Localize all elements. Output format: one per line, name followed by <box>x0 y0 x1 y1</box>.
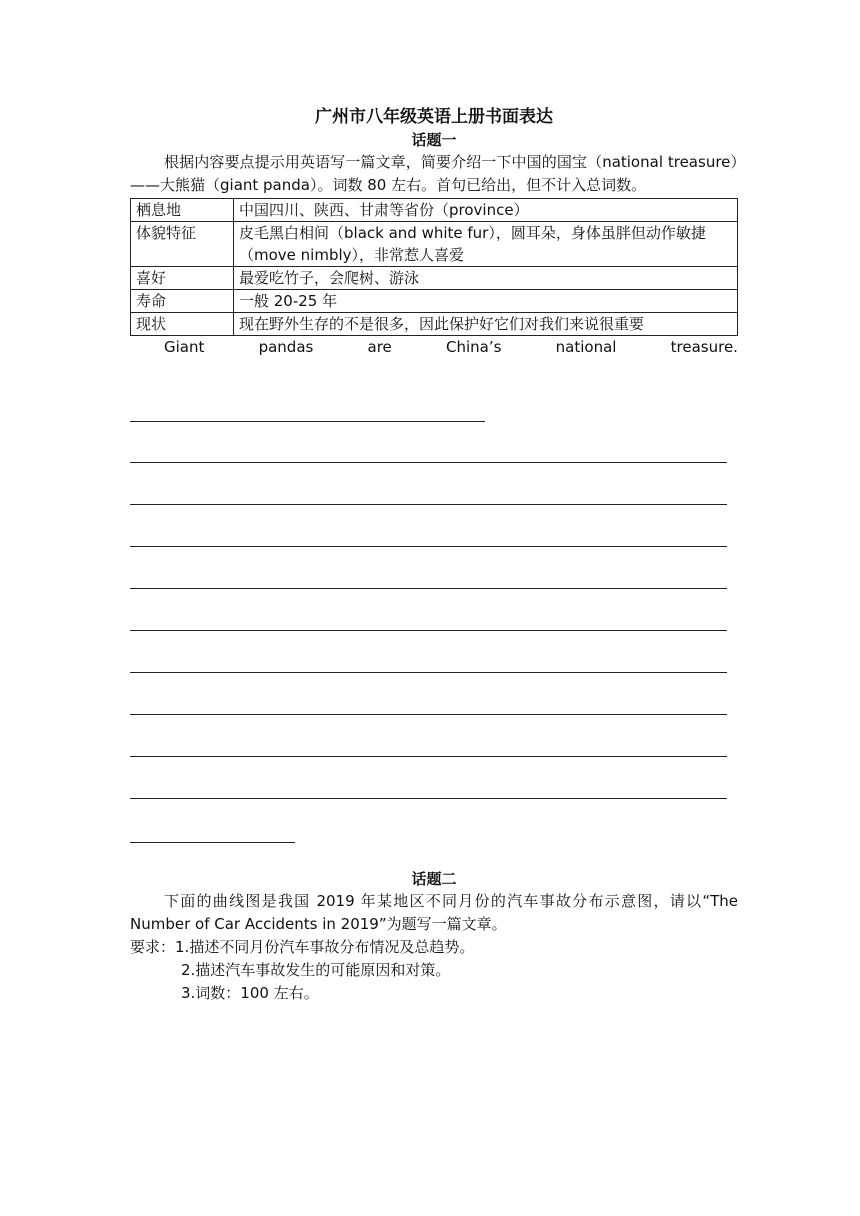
first-sentence-word: national <box>555 338 617 356</box>
writing-line[interactable] <box>130 672 727 673</box>
writing-line[interactable] <box>130 588 727 589</box>
table-value: 最爱吃竹子，会爬树、游泳 <box>234 267 738 290</box>
first-sentence-word: pandas <box>258 338 314 356</box>
topic2-heading: 话题二 <box>411 870 457 888</box>
requirement-text: 1.描述不同月份汽车事故分布情况及总趋势。 <box>175 938 475 956</box>
table-key: 喜好 <box>131 267 234 290</box>
writing-line[interactable] <box>130 630 727 631</box>
table-row <box>131 267 738 290</box>
table-key: 现状 <box>131 313 234 336</box>
writing-line[interactable] <box>130 546 727 547</box>
topic1-section <box>130 105 738 358</box>
first-sentence <box>130 336 738 358</box>
table-row <box>131 199 738 222</box>
first-sentence-word: treasure. <box>670 338 738 356</box>
table-row <box>131 222 738 267</box>
table-value: 现在野外生存的不是很多，因此保护好它们对我们来说很重要 <box>234 313 738 336</box>
requirement-1 <box>130 936 738 959</box>
first-sentence-word: China’s <box>446 338 502 356</box>
table-row <box>131 313 738 336</box>
info-table <box>130 198 738 336</box>
table-value: 中国四川、陕西、甘肃等省份（province） <box>234 199 738 222</box>
first-sentence-word: are <box>367 338 392 356</box>
requirement-label: 要求： <box>130 938 176 956</box>
topic1-heading: 话题一 <box>411 131 457 149</box>
writing-line[interactable] <box>130 842 295 843</box>
topic1-instruction: 根据内容要点提示用英语写一篇文章，简要介绍一下中国的国宝（national treasure）——大熊猫（giant panda）。词数 80 左右。首句已给出，但不计入总词数。 <box>130 153 738 194</box>
requirement-3: 3.词数：100 左右。 <box>181 984 319 1002</box>
writing-line[interactable] <box>130 798 727 799</box>
table-key: 寿命 <box>131 290 234 313</box>
writing-line[interactable] <box>130 714 727 715</box>
table-key: 栖息地 <box>131 199 234 222</box>
writing-line[interactable] <box>130 756 727 757</box>
table-value: 一般 20-25 年 <box>234 290 738 313</box>
writing-line[interactable] <box>130 462 727 463</box>
table-value: 皮毛黑白相间（black and white fur），圆耳朵，身体虽胖但动作敏捷（move nimbly），非常惹人喜爱 <box>234 222 738 267</box>
topic2-section <box>130 868 738 1005</box>
writing-line[interactable] <box>130 504 727 505</box>
writing-line[interactable] <box>130 421 485 422</box>
first-sentence-word: Giant <box>164 338 205 356</box>
requirement-2: 2.描述汽车事故发生的可能原因和对策。 <box>181 961 451 979</box>
table-key: 体貌特征 <box>131 222 234 267</box>
topic2-instruction: 下面的曲线图是我国 2019 年某地区不同月份的汽车事故分布示意图，请以“The Number of Car Accidents in 2019”为题写一篇文章。 <box>130 892 738 933</box>
table-row <box>131 290 738 313</box>
page-title: 广州市八年级英语上册书面表达 <box>315 107 553 127</box>
